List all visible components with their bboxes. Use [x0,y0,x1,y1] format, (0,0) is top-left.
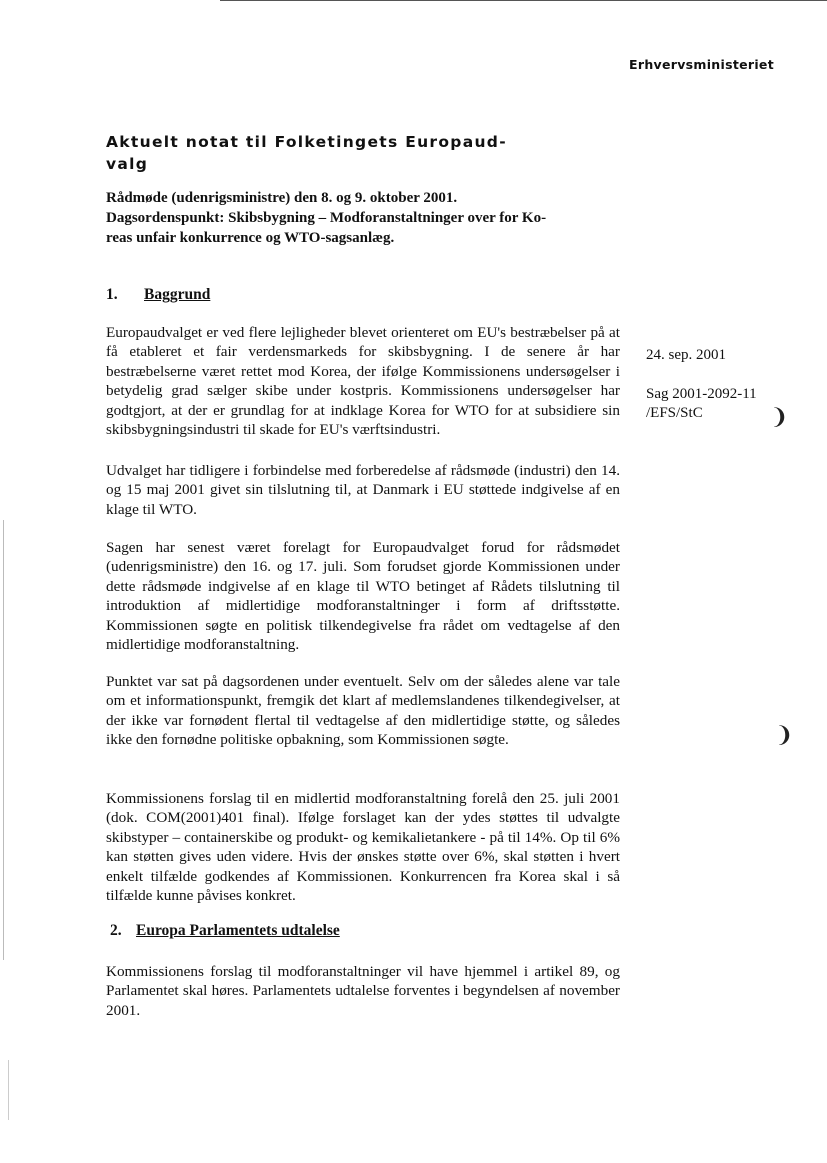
paragraph-4: Punktet var sat på dagsordenen under eventuelt. Selv om der således alene var tale om et informationspunkt, fremgik det klart af medlemslandenes tilkendegivelser, at der ikke var fornødent flertal til vedtagelse af den midlertidige støtte, og således ikke den fornødne politiske opbakning, som Kommissionen søgte. [106,673,620,749]
section-heading-1 [106,286,210,304]
paragraph-6: Kommissionens forslag til modforanstaltninger vil have hjemmel i artikel 89, og Parlamentet skal høres. Parlamentets udtalelse forventes i begyndelsen af november 2001. [106,963,620,1019]
document-date: 24. sep. 2001 [646,347,726,363]
paragraph-1: Europaudvalget er ved flere lejligheder blevet orienteret om EU's bestræbelser på at få etableret et fair verdensmarkeds for skibsbygning. I de senere år har bestræbelserne været rettet mod Korea, der ifølge Kommissionens undersøgelser i betydelig grad sælger skibe under kostpris. Kommissionens undersøgelser har godtgjort, at der er grundlag for at indklage Korea for WTO for at subsidiere sin skibsbygningsindustri til skade for EU's værftsindustri. [106,324,620,439]
document-title [106,131,556,175]
case-number: Sag 2001-2092-11 [646,386,757,402]
title-line-1: Aktuelt notat til Folketingets Europaud- [106,133,507,151]
meta-agenda-line-2: reas unfair konkurrence og WTO-sagsanlæg. [106,230,395,246]
paragraph-5: Kommissionens forslag til en midlertid modforanstaltning forelå den 25. juli 2001 (dok. COM(2001)401 final). Ifølge forslaget kan der ydes støttes til udvalgte skibstyper – containerskibe og produkt- og kemikalietankere - på til 14%. Op til 6% kan støtten gives uden videre. Hvis der ønskes støtte over 6%, skal støtten i hvert enkelt tilfælde godkendes af Kommissionen. Konkurrencen fra Korea skal i så tilfælde kunne påvises konkret. [106,790,620,905]
scan-artifact-edge-lower [8,1060,9,1120]
ministry-name: Erhvervsministeriet [629,57,774,72]
margin-mark-2: ❩ [775,722,794,747]
meeting-meta [106,188,626,248]
section-number-2: 2. [110,922,122,939]
title-line-2: valg [106,155,149,173]
section-heading-2 [110,922,340,940]
meta-agenda-line-1: Dagsordenspunkt: Skibsbygning – Modforanstaltninger over for Ko- [106,210,547,226]
margin-mark-1: ❩ [770,404,789,429]
scan-artifact-top [220,0,827,1]
scan-artifact-edge [3,520,4,960]
section-title-1: Baggrund [144,286,211,303]
paragraph-3: Sagen har senest været forelagt for Europaudvalget forud for rådsmødet (udenrigsministre) den 16. og 17. juli. Som forudset gjorde Kommissionen under dette rådsmøde indgivelse af en klage til WTO betinget af Rådets tilslutning til introduktion af midlertidige modforanstaltninger i form af driftsstøtte. Kommissionen søgte en politisk tilkendegivelse fra rådet om vedtagelse af den midlertidige modforanstaltning. [106,539,620,654]
paragraph-2: Udvalget har tidligere i forbindelse med forberedelse af rådsmøde (industri) den 14. og 15 maj 2001 givet sin tilslutning til, at Danmark i EU støttede indgivelse af en klage til WTO. [106,462,620,518]
case-reference: /EFS/StC [646,405,703,421]
meta-meeting: Rådmøde (udenrigsministre) den 8. og 9. oktober 2001. [106,190,458,206]
section-number-1: 1. [106,286,118,303]
section-title-2: Europa Parlamentets udtalelse [136,922,340,939]
